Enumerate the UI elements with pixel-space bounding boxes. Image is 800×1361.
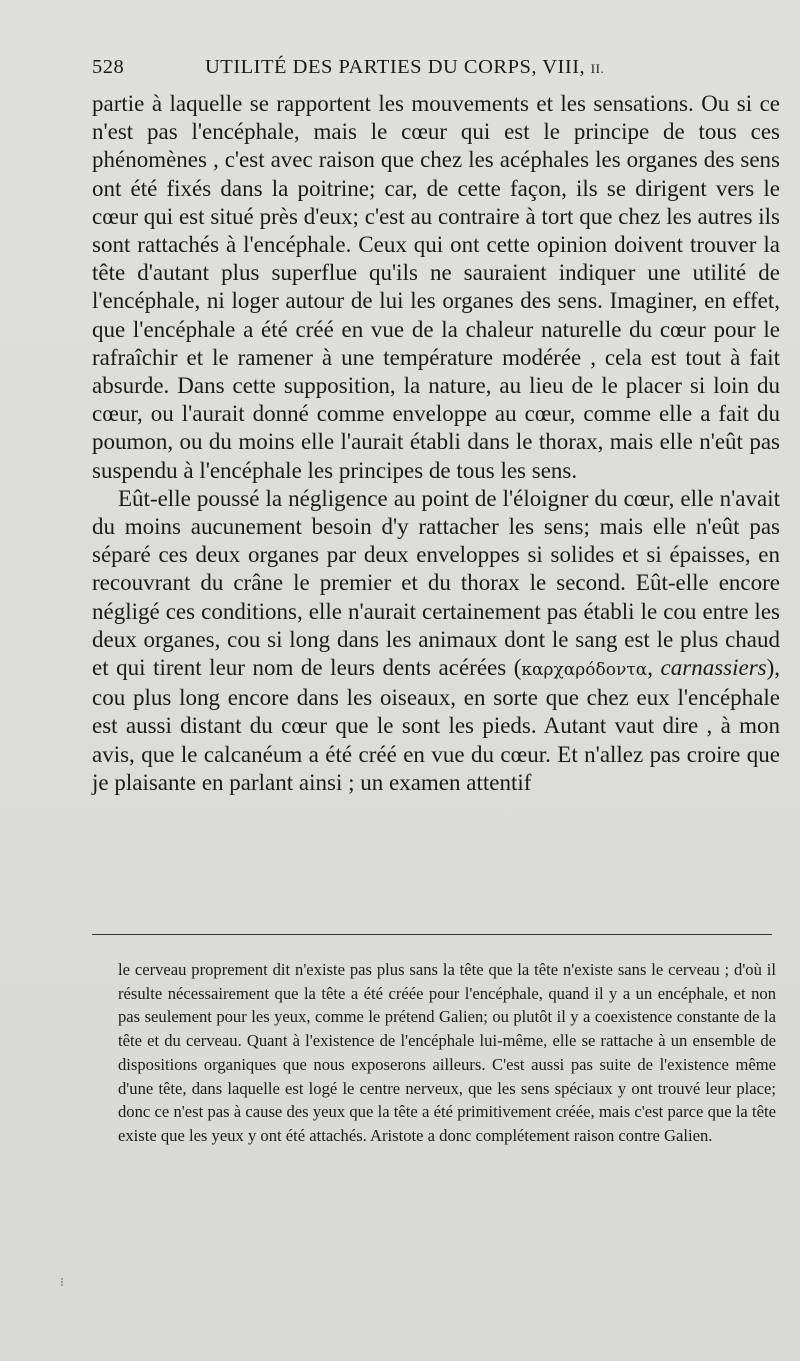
footnote-rule — [92, 934, 772, 935]
paragraph-2: Eût-elle poussé la négligence au point de l'éloigner du cœur, elle n'avait du moins aucunement besoin d'y rattacher les sens; mais elle n'eût pas séparé ces deux organes par deux enveloppes si solides et si épaisses, en recouvrant du crâne le premier et du thorax le second. Eût-elle encore négligé ces conditions, elle n'aurait certainement pas établi le cou entre les deux organes, cou si long dans les animaux dont le sang est le plus chaud et qui tirent leur nom de leurs dents acérées (καρχαρόδοντα, carnassiers), cou plus long encore dans les oiseaux, en sorte que chez eux l'encéphale est aussi distant du cœur que le sont les pieds. Autant vaut dire , à mon avis, que le calcanéum a été créé en vue du cœur. Et n'allez pas croire que je plaisante en parlant ainsi ; un examen attentif — [92, 485, 781, 795]
running-title-text: UTILITÉ DES PARTIES DU CORPS, VIII, — [205, 56, 586, 78]
main-text — [92, 90, 780, 797]
chapter-number: II. — [590, 61, 605, 76]
paragraph-2-part-1: Eût-elle poussé la négligence au point de l'éloigner du cœur, elle n'avait du moins aucunement besoin d'y rattacher les sens; mais elle n'eût pas séparé ces deux organes par deux enveloppes si solides et si épaisses, en recouvrant du crâne le premier et du thorax le second. Eût-elle encore négligé ces conditions, elle n'aurait certainement pas établi le cou entre les deux organes, cou si long dans les animaux dont le sang est le plus chaud et qui tirent leur nom de leurs dents acérées ( — [92, 485, 780, 681]
footnote-text: le cerveau proprement dit n'existe pas plus sans la tête que la tête n'existe sans le cerveau ; d'où il résulte nécessairement que la tête a été créée pour l'encéphale, quand il y a un encéphale, et non pas seulement pour les yeux, comme le prétend Galien; ou plutôt il y a coexistence constante de la tête et du cerveau. Quant à l'existence de l'encéphale lui-même, elle se rattache à un ensemble de dispositions organiques que nous exposerons ailleurs. C'est aussi pas suite de l'existence même d'une tête, dans laquelle est logé le centre nerveux, que les sens spéciaux y ont trouvé leur place; donc ce n'est pas à cause des yeux que la tête a été primitivement créée, mais c'est parce que la tête existe que les yeux y ont été attachés. Aristote a donc complétement raison contre Galien. — [118, 960, 776, 1145]
greek-word: καρχαρόδοντα — [521, 660, 648, 681]
page-number: 528 — [92, 56, 125, 78]
paragraph-1: partie à laquelle se rapportent les mouvements et les sensations. Ou si ce n'est pas l'encéphale, mais le cœur qui est le principe de tous ces phénomènes , c'est avec raison que chez les acéphales les organes des sens ont été fixés dans la poitrine; car, de cette façon, ils se dirigent vers le cœur qui est situé près d'eux; c'est au contraire à tort que chez les autres ils sont rattachés à l'encéphale. Ceux qui ont cette opinion doivent trouver la tête d'autant plus superflue qu'ils ne sauraient indiquer une utilité de l'encéphale, ni loger autour de lui les organes des sens. Imaginer, en effet, que l'encéphale a été créé en vue de la chaleur naturelle du cœur pour le rafraîchir et le ramener à une température modérée , cela est tout à fait absurde. Dans cette supposition, la nature, au lieu de le placer si loin du cœur, ou l'aurait donné comme enveloppe au cœur, comme elle a fait du poumon, ou du moins elle l'aurait établi dans le thorax, mais elle n'eût pas suspendu à l'encéphale les principes de tous les sens. — [92, 91, 780, 483]
margin-mark: ⁝ — [60, 1275, 64, 1289]
page-header — [92, 56, 774, 86]
paragraph-2-part-2: ), cou plus long encore dans les oiseaux, en sorte que chez eux l'encéphale est aussi distant du cœur que le sont les pieds. Autant vaut dire , à mon avis, que le calcanéum a été créé en vue du cœur. Et n'allez pas croire que je plaisante en parlant ainsi ; un examen attentif — [92, 655, 781, 795]
footnote — [118, 958, 776, 1148]
running-title — [205, 56, 604, 79]
italic-gloss: carnassiers — [660, 655, 767, 681]
